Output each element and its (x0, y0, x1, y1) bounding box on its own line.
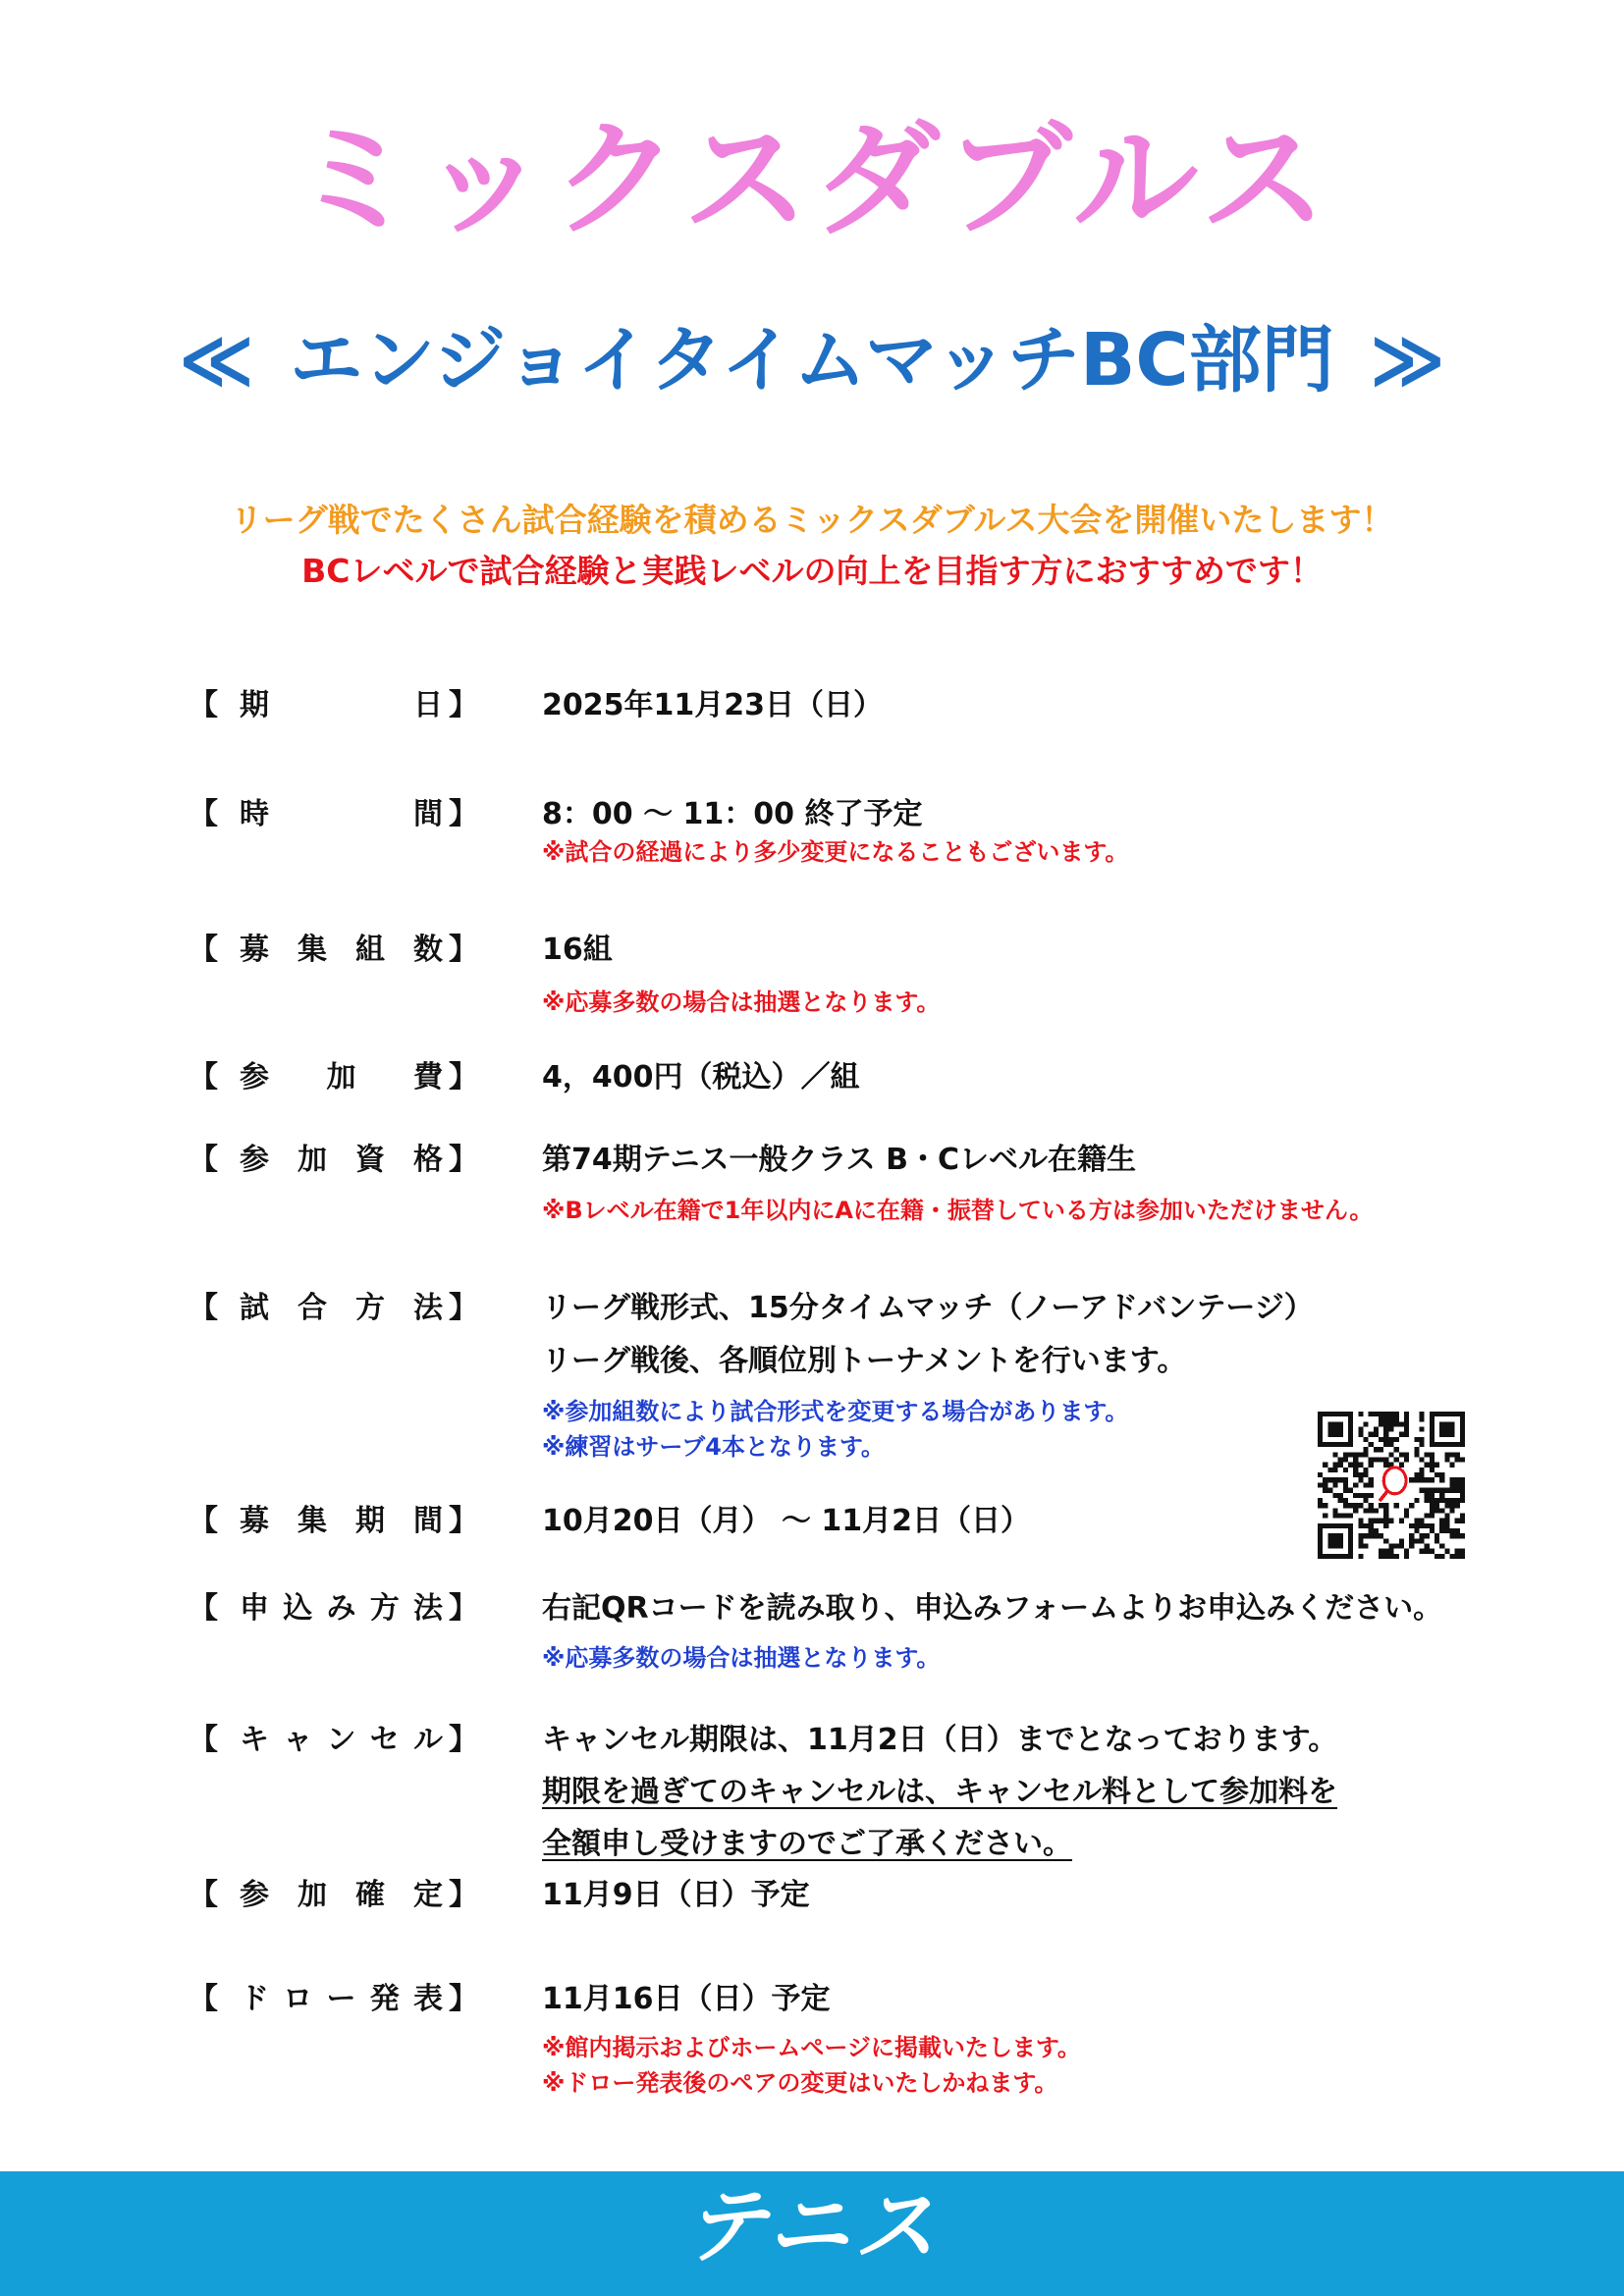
label-char: ド (240, 1982, 269, 2016)
detail-value: 4，400円（税込）／組 (542, 1060, 860, 1095)
page-title: ミックスダブルス (292, 107, 1332, 253)
label-bracket-close: 】 (449, 1591, 478, 1626)
label-char: 合 (298, 1291, 327, 1325)
label-char: ャ (283, 1723, 313, 1757)
label-bracket-open: 【 (189, 933, 218, 967)
label-char: セ (369, 1723, 400, 1757)
label-char: 加 (298, 1878, 327, 1912)
label-char: ロ (283, 1982, 313, 2016)
detail-label (189, 1982, 478, 2016)
label-bracket-open: 【 (189, 1060, 218, 1095)
label-bracket-close: 】 (449, 1060, 478, 1095)
detail-label (189, 1291, 478, 1325)
detail-value: 右記QRコードを読み取り、申込みフォームよりお申込みください。 (542, 1591, 1443, 1626)
label-text (218, 1982, 449, 2016)
label-char: 募 (240, 1504, 269, 1538)
subtitle-open-mark: ≪ (178, 318, 255, 402)
label-char: 発 (369, 1982, 400, 2016)
label-bracket-close: 】 (449, 1982, 478, 2016)
label-text (218, 1504, 449, 1538)
label-char: 費 (413, 1060, 443, 1095)
detail-label (189, 688, 478, 722)
label-text (218, 1291, 449, 1325)
label-char: 時 (240, 797, 269, 831)
detail-value: リーグ戦後、各順位別トーナメントを行います。 (542, 1344, 1187, 1378)
label-text (218, 1878, 449, 1912)
detail-value: 16組 (542, 933, 613, 967)
label-char: 集 (298, 933, 327, 967)
label-bracket-close: 】 (449, 1504, 478, 1538)
label-text (218, 935, 449, 965)
detail-value: 期限を過ぎてのキャンセルは、キャンセル料として参加料を (542, 1775, 1337, 1809)
label-char: 期 (240, 688, 269, 722)
page-subtitle (0, 318, 1624, 402)
label-char: 込 (283, 1591, 313, 1626)
subtitle-close-mark: ≫ (1369, 318, 1446, 402)
label-char: 参 (240, 1878, 269, 1912)
detail-value: リーグ戦形式、15分タイムマッチ（ノーアドバンテージ） (542, 1291, 1314, 1325)
label-text (218, 1723, 449, 1757)
subtitle-text: エンジョイタイムマッチBC部門 (290, 318, 1334, 402)
label-char: 資 (355, 1143, 385, 1177)
label-bracket-open: 【 (189, 688, 218, 722)
label-text (218, 1591, 449, 1626)
detail-label (189, 1143, 478, 1177)
label-bracket-close: 】 (449, 797, 478, 831)
detail-value: キャンセル期限は、11月2日（日）までとなっております。 (542, 1723, 1338, 1757)
label-char: 期 (355, 1504, 385, 1538)
detail-value: 8：00 ～ 11：00 終了予定 (542, 797, 923, 831)
label-char: ー (326, 1982, 356, 2016)
label-text (218, 1060, 449, 1095)
label-bracket-open: 【 (189, 1878, 218, 1912)
label-bracket-open: 【 (189, 1982, 218, 2016)
intro-line-1: リーグ戦でたくさん試合経験を積めるミックスダブルス大会を開催いたします！ (230, 501, 1394, 539)
detail-value: 11月9日（日）予定 (542, 1878, 810, 1912)
label-char: 試 (240, 1291, 269, 1325)
label-char: 格 (413, 1143, 443, 1177)
label-text (218, 1143, 449, 1177)
detail-note: ※試合の経過により多少変更になることもございます。 (542, 838, 1129, 866)
label-char: 方 (355, 1291, 385, 1325)
label-bracket-open: 【 (189, 1504, 218, 1538)
detail-value: 第74期テニス一般クラス B・Cレベル在籍生 (542, 1143, 1136, 1177)
detail-label (189, 1723, 478, 1757)
label-char: 法 (413, 1291, 443, 1325)
label-bracket-close: 】 (449, 933, 478, 967)
label-char: 法 (413, 1591, 443, 1626)
label-text (218, 688, 449, 722)
intro-line-2: BCレベルで試合経験と実践レベルの向上を目指す方におすすめです！ (301, 552, 1323, 590)
label-bracket-close: 】 (449, 1723, 478, 1757)
label-char: 集 (298, 1504, 327, 1538)
detail-note: ※館内掲示およびホームページに掲載いたします。 (542, 2034, 1081, 2061)
label-bracket-close: 】 (449, 1143, 478, 1177)
label-bracket-open: 【 (189, 1291, 218, 1325)
label-bracket-open: 【 (189, 1591, 218, 1626)
label-bracket-open: 【 (189, 1723, 218, 1757)
label-char: 募 (240, 933, 269, 967)
detail-label (189, 1504, 478, 1538)
label-char: 参 (240, 1060, 269, 1095)
label-bracket-open: 【 (189, 797, 218, 831)
detail-note: ※練習はサーブ4本となります。 (542, 1433, 885, 1461)
qr-code-icon[interactable] (1318, 1412, 1465, 1559)
label-bracket-open: 【 (189, 1143, 218, 1177)
footer-logo: テニス (683, 2178, 941, 2274)
detail-label (189, 1591, 478, 1626)
detail-note: ※応募多数の場合は抽選となります。 (542, 988, 941, 1016)
label-char: ル (413, 1723, 443, 1757)
label-bracket-close: 】 (449, 1878, 478, 1912)
label-char: 定 (413, 1878, 443, 1912)
detail-label (189, 797, 478, 831)
label-char: 数 (413, 933, 443, 967)
detail-label (189, 1060, 478, 1095)
label-char: 間 (413, 1504, 443, 1538)
label-char: 参 (240, 1143, 269, 1177)
detail-note: ※Bレベル在籍で1年以内にAに在籍・振替している方は参加いただけません。 (542, 1197, 1374, 1224)
label-char: 日 (413, 688, 443, 722)
detail-label (189, 935, 478, 965)
label-char: 加 (326, 1060, 356, 1095)
label-char: キ (240, 1723, 269, 1757)
label-char: 確 (355, 1878, 385, 1912)
detail-value: 11月16日（日）予定 (542, 1982, 831, 2016)
detail-value: 2025年11月23日（日） (542, 688, 883, 722)
label-char: 加 (298, 1143, 327, 1177)
detail-label (189, 1878, 478, 1912)
label-char: み (326, 1591, 356, 1626)
label-char: 間 (413, 797, 443, 831)
label-text (218, 797, 449, 831)
label-char: 表 (413, 1982, 443, 2016)
label-char: 申 (240, 1591, 269, 1626)
label-bracket-close: 】 (449, 1291, 478, 1325)
detail-note: ※応募多数の場合は抽選となります。 (542, 1644, 941, 1672)
detail-note: ※参加組数により試合形式を変更する場合があります。 (542, 1398, 1129, 1425)
label-char: 方 (369, 1591, 400, 1626)
label-bracket-close: 】 (449, 688, 478, 722)
detail-value: 全額申し受けますのでご了承ください。 (542, 1827, 1072, 1861)
label-char: ン (326, 1723, 356, 1757)
detail-note: ※ドロー発表後のペアの変更はいたしかねます。 (542, 2069, 1058, 2097)
detail-value: 10月20日（月） ～ 11月2日（日） (542, 1504, 1031, 1538)
label-char: 組 (355, 933, 385, 967)
